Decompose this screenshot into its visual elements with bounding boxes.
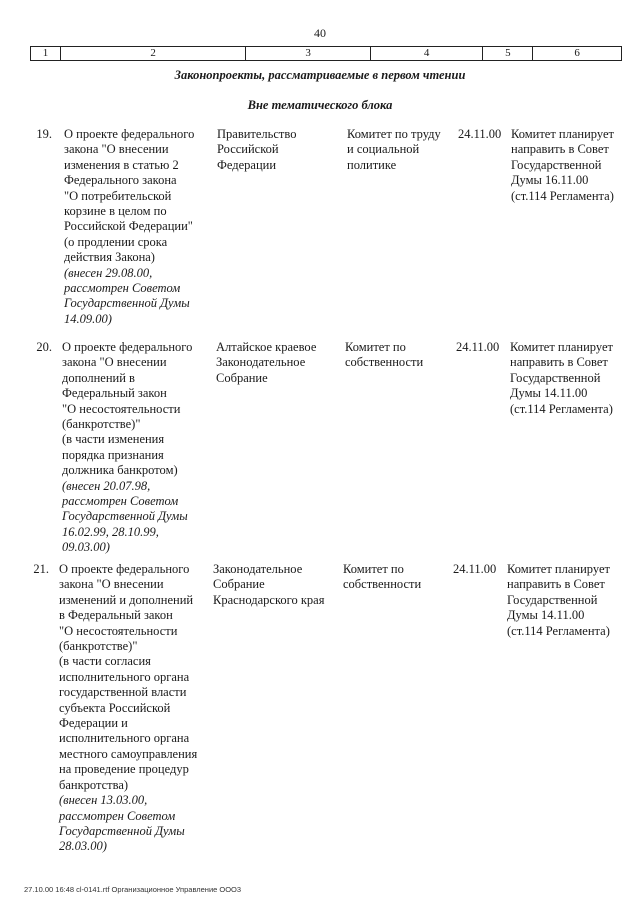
subsection-heading: Вне тематического блока <box>247 98 393 112</box>
column-header-3: 3 <box>246 47 371 60</box>
entry-note: (внесен 20.07.98, рассмотрен Советом Государственной Думы 16.02.99, 28.10.99, 09.03.00) <box>62 478 188 555</box>
entry-number: 21. <box>33 562 49 576</box>
column-header-4: 4 <box>371 47 484 60</box>
document-footer: 27.10.00 16:48 cl-0141.rtf Организационное Управление ООО3 <box>24 885 242 894</box>
entry-committee: Комитет по собственности <box>345 340 424 370</box>
page-number: 40 <box>314 26 326 40</box>
entry-date: 24.11.00 <box>453 562 497 576</box>
column-header-6: 6 <box>574 47 580 59</box>
section-heading: Законопроекты, рассматриваемые в первом чтении <box>174 68 466 82</box>
entry-number: 20. <box>36 340 52 354</box>
column-header-1: 1 <box>31 47 61 60</box>
entry-title: О проекте федерального закона "О внесении изменения в статью 2 Федерального закона "О потребительской корзине в целом по Российской Федерации" (о продлении срока действия Закона) <box>64 127 195 265</box>
entry-remark: Комитет планирует направить в Совет Государственной Думы 16.11.00 (ст.114 Регламента) <box>511 127 614 203</box>
entry-title-block <box>62 340 212 556</box>
entry-number: 19. <box>36 127 52 141</box>
entry-date: 24.11.00 <box>458 127 502 141</box>
entry-date: 24.11.00 <box>456 340 500 354</box>
entry-title-block <box>64 127 214 327</box>
column-header-2: 2 <box>61 47 246 60</box>
column-header-5: 5 <box>483 47 533 60</box>
entry-remark: Комитет планирует направить в Совет Государственной Думы 14.11.00 (ст.114 Регламента) <box>507 562 610 638</box>
entry-initiator: Алтайское краевое Законодательное Собрание <box>216 340 317 385</box>
entry-initiator: Законодательное Собрание Краснодарского края <box>213 562 325 607</box>
entry-initiator: Правительство Российской Федерации <box>217 127 297 172</box>
entry-title-block <box>59 562 214 855</box>
entry-committee: Комитет по труду и социальной политике <box>347 127 441 172</box>
entry-note: (внесен 13.03.00, рассмотрен Советом Государственной Думы 28.03.00) <box>59 793 185 854</box>
entry-committee: Комитет по собственности <box>343 562 422 592</box>
entry-title: О проекте федерального закона "О внесении дополнений в Федеральный закон "О несостоятельности (банкротстве)" (в части изменения порядка признания должника банкротом) <box>62 340 193 478</box>
column-number-header <box>30 46 622 61</box>
entry-remark: Комитет планирует направить в Совет Государственной Думы 14.11.00 (ст.114 Регламента) <box>510 340 613 416</box>
entry-note: (внесен 29.08.00, рассмотрен Советом Государственной Думы 14.09.00) <box>64 265 190 326</box>
entry-title: О проекте федерального закона "О внесении изменений и дополнений в Федеральный закон "О несостоятельности (банкротстве)" (в части согласия исполнительного органа государственной власти субъекта Российской Федерации и исполнительного органа местного самоуправления на проведение процедур банкротства) <box>59 562 198 792</box>
